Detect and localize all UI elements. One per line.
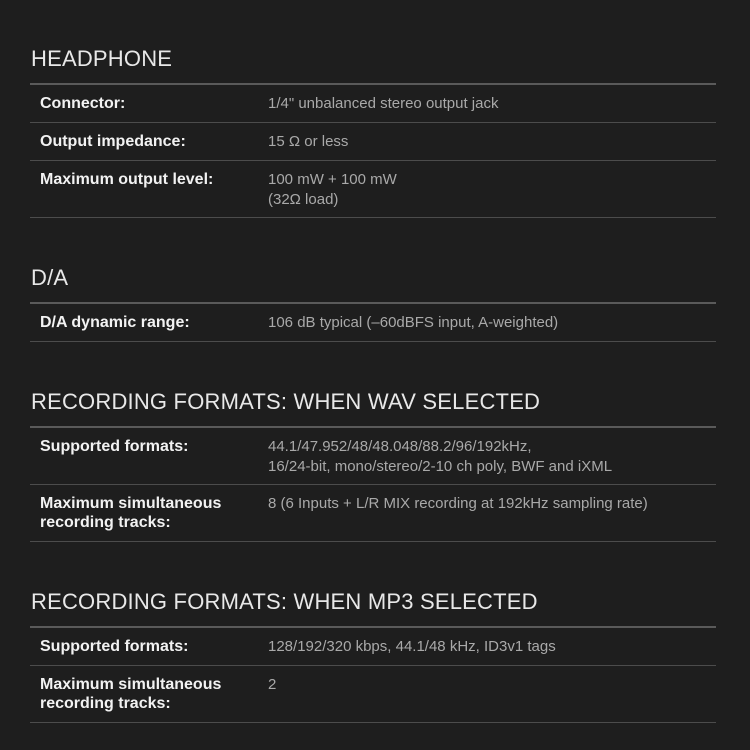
section-title: RECORDING FORMATS: WHEN WAV SELECTED: [31, 389, 541, 414]
spec-table: [30, 426, 716, 542]
spec-table: [30, 302, 716, 342]
spec-label: D/A dynamic range:: [40, 314, 190, 331]
section-title: D/A: [31, 265, 69, 290]
spec-table: [30, 83, 716, 218]
spec-row: [30, 485, 716, 542]
spec-label: Maximum simultaneous recording tracks:: [40, 495, 222, 531]
spec-label: Connector:: [40, 95, 126, 112]
spec-value: 44.1/47.952/48/48.048/88.2/96/192kHz, 16/24-bit, mono/stereo/2-10 ch poly, BWF and iXML: [268, 438, 613, 475]
section-recording-mp3: [30, 588, 716, 723]
spec-row: [30, 628, 716, 666]
section-recording-wav: [30, 388, 716, 542]
spec-row: [30, 428, 716, 485]
spec-row: [30, 161, 716, 218]
spec-value: 1/4" unbalanced stereo output jack: [268, 95, 499, 112]
spec-label: Supported formats:: [40, 638, 189, 655]
spec-value: 100 mW + 100 mW (32Ω load): [268, 171, 397, 208]
section-da: [30, 264, 716, 342]
spec-label: Output impedance:: [40, 133, 186, 150]
section-title: RECORDING FORMATS: WHEN MP3 SELECTED: [31, 589, 538, 614]
spec-row: [30, 304, 716, 342]
spec-row: [30, 123, 716, 161]
spec-row: [30, 85, 716, 123]
spec-label: Supported formats:: [40, 438, 189, 455]
spec-value: 2: [268, 676, 277, 693]
spec-table: [30, 626, 716, 723]
spec-value: 8 (6 Inputs + L/R MIX recording at 192kHz sampling rate): [268, 495, 648, 512]
spec-value: 106 dB typical (–60dBFS input, A-weighted): [268, 314, 559, 331]
spec-value: 15 Ω or less: [268, 133, 349, 150]
spec-value: 128/192/320 kbps, 44.1/48 kHz, ID3v1 tags: [268, 638, 556, 655]
spec-label: Maximum simultaneous recording tracks:: [40, 676, 222, 712]
section-title: HEADPHONE: [31, 46, 173, 71]
spec-row: [30, 666, 716, 723]
spec-label: Maximum output level:: [40, 171, 214, 188]
section-headphone: [30, 45, 716, 218]
